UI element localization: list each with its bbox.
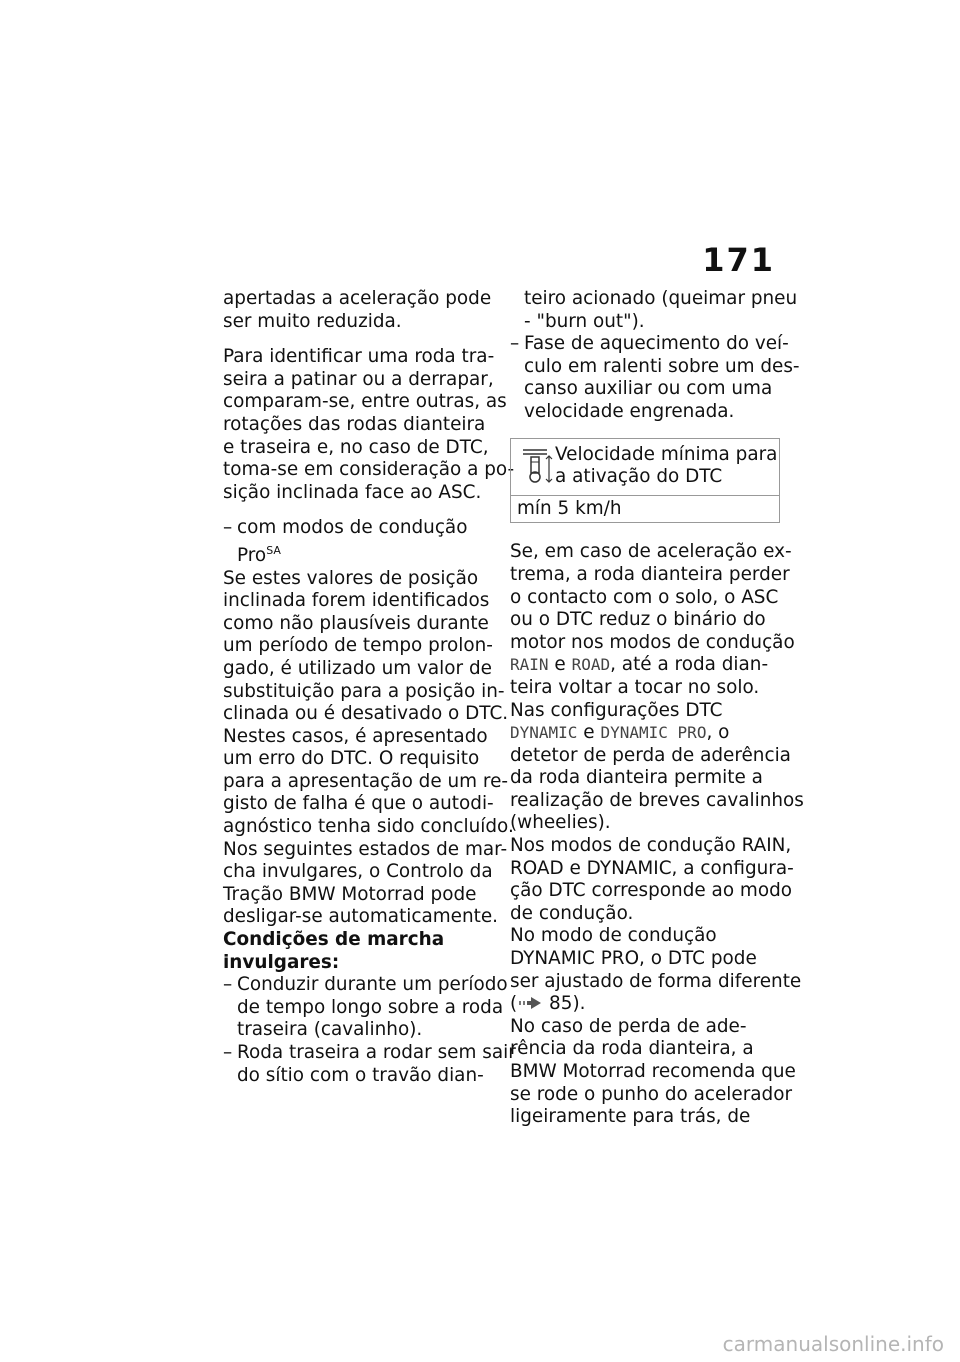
paragraph-2: [223, 346, 515, 504]
conjunction: e: [554, 654, 566, 676]
spec-table: [510, 438, 780, 524]
paragraph-7: [510, 925, 802, 1015]
text-line: substituição para a posição in-: [223, 680, 505, 702]
text-line: trema, a roda dianteira perder: [510, 563, 790, 585]
paragraph-4: [510, 541, 795, 699]
text-line: sição inclinada face ao ASC.: [223, 481, 482, 503]
mode-road: ROAD: [571, 655, 611, 675]
mode-rain: RAIN: [510, 655, 549, 675]
right-column: [510, 288, 804, 1129]
text-line: Se estes valores de posição: [223, 567, 479, 589]
text-line: seira a patinar ou a derrapar,: [223, 368, 494, 390]
list-item-wheelie: [223, 974, 508, 1042]
text-line: detetor de perda de aderência: [510, 744, 791, 766]
text-line: - "burn out").: [524, 310, 645, 332]
paragraph-3: [223, 567, 514, 930]
text-line: ser ajustado de forma diferente: [510, 970, 802, 992]
text-line: Conduzir durante um período: [237, 974, 508, 996]
page-number: 171: [702, 241, 775, 279]
text-line: com modos de condução: [237, 517, 468, 539]
text-line: para a apresentação de um re-: [223, 770, 509, 792]
mode-dynamic-pro: DYNAMIC PRO: [600, 723, 707, 743]
text-line: gado, é utilizado um valor de: [223, 657, 492, 679]
list-dash: –: [223, 1042, 233, 1063]
text-line: desligar-se automaticamente.: [223, 906, 499, 928]
text-line: como não plausíveis durante: [223, 612, 489, 634]
text-line: ou o DTC reduz o binário do: [510, 609, 766, 631]
text-line: Nas configurações DTC: [510, 699, 723, 721]
paragraph-6: [510, 835, 794, 925]
spec-header: [511, 439, 779, 496]
text-line: clinada ou é desativado o DTC.: [223, 703, 509, 725]
text-line: gisto de falha é que o autodi-: [223, 793, 494, 815]
text-line: realização de breves cavalinhos: [510, 789, 804, 811]
text-line: Nos seguintes estados de mar-: [223, 838, 508, 860]
paragraph-1: [223, 288, 493, 333]
text-fragment: , até a roda dian-: [610, 654, 769, 676]
list-dash: –: [223, 974, 233, 996]
paren-close: ).: [572, 993, 586, 1015]
text-line: da roda dianteira permite a: [510, 767, 763, 789]
text-line: agnóstico tenha sido concluído.: [223, 816, 514, 838]
text-line: Tração BMW Motorrad pode: [223, 883, 477, 905]
text-line: No caso de perda de ade-: [510, 1015, 747, 1037]
conjunction: e: [583, 722, 595, 744]
text-line: e traseira e, no caso de DTC,: [223, 436, 489, 458]
text-line: ser muito reduzida.: [223, 310, 402, 332]
arrow-reference-icon: [517, 994, 543, 1008]
spec-title-line: Velocidade mínima para: [555, 443, 778, 465]
spec-title: [555, 444, 777, 489]
text-line: ROAD e DYNAMIC, a configura-: [510, 857, 794, 879]
list-dash: –: [510, 333, 520, 355]
text-line: do sítio com o travão dian-: [237, 1064, 484, 1086]
text-line: se rode o punho do acelerador: [510, 1083, 793, 1105]
heading-line: Condições de marcha: [223, 929, 445, 951]
text-line: traseira (cavalinho).: [237, 1019, 423, 1041]
spec-title-line: a ativação do DTC: [555, 466, 723, 488]
text-line: cha invulgares, o Controlo da: [223, 861, 493, 883]
paren-open: (: [510, 993, 518, 1015]
page-reference[interactable]: 85: [549, 993, 573, 1015]
text-line: de tempo longo sobre a roda: [237, 996, 504, 1018]
section-heading: [223, 929, 493, 974]
left-column: [223, 288, 516, 1087]
text-line: velocidade engrenada.: [524, 400, 735, 422]
text-line: Para identificar uma roda tra-: [223, 346, 495, 368]
text-line: toma-se em consideração a po-: [223, 459, 515, 481]
text-line: de condução.: [510, 902, 634, 924]
text-line: DYNAMIC PRO, o DTC pode: [510, 948, 757, 970]
text-line: Nos modos de condução RAIN,: [510, 835, 792, 857]
paragraph-8: [510, 1015, 796, 1129]
mode-dynamic: DYNAMIC: [510, 723, 578, 743]
text-line: um erro do DTC. O requisito: [223, 748, 480, 770]
text-line: No modo de condução: [510, 925, 717, 947]
text-line: ligeiramente para trás, de: [510, 1106, 751, 1128]
text-line: inclinada forem identificados: [223, 590, 490, 612]
text-line: um período de tempo prolon-: [223, 635, 493, 657]
text-line: BMW Motorrad recomenda que: [510, 1061, 796, 1082]
text-line: (wheelies).: [510, 812, 611, 834]
paragraph-5: [510, 699, 804, 836]
text-line: canso auxiliar ou com uma: [524, 378, 773, 400]
text-line: comparam-se, entre outras, as: [223, 391, 507, 413]
pro-label: Pro: [237, 544, 267, 566]
list-item-burnout-continued: [510, 288, 798, 333]
gauge-measure-icon: [517, 446, 555, 486]
list-item-warmup: [510, 333, 800, 423]
watermark: carmanualsonline.info: [722, 1332, 944, 1356]
text-line: o contacto com o solo, o ASC: [510, 586, 779, 608]
list-item-burnout: [223, 1042, 516, 1087]
text-line: teira voltar a tocar no solo.: [510, 676, 760, 698]
text-line: culo em ralenti sobre um des-: [524, 355, 800, 377]
list-item-pro-modes: [223, 517, 493, 567]
text-line: Nestes casos, é apresentado: [223, 725, 488, 747]
text-line: Se, em caso de aceleração ex-: [510, 541, 792, 563]
text-line: Roda traseira a rodar sem sair: [237, 1042, 516, 1063]
text-line: Fase de aquecimento do veí-: [524, 333, 789, 355]
text-line: teiro acionado (queimar pneu: [524, 288, 798, 309]
heading-line: invulgares:: [223, 951, 340, 973]
text-line: motor nos modos de condução: [510, 631, 795, 653]
text-line: rotações das rodas dianteira: [223, 413, 486, 435]
sa-superscript: SA: [266, 543, 281, 557]
text-line: apertadas a aceleração pode: [223, 288, 492, 309]
text-line: ção DTC corresponde ao modo: [510, 880, 793, 902]
text-fragment: , o: [706, 722, 730, 744]
list-dash: –: [223, 517, 233, 539]
spec-value: mín 5 km/h: [517, 497, 622, 519]
text-line: rência da roda dianteira, a: [510, 1038, 754, 1060]
